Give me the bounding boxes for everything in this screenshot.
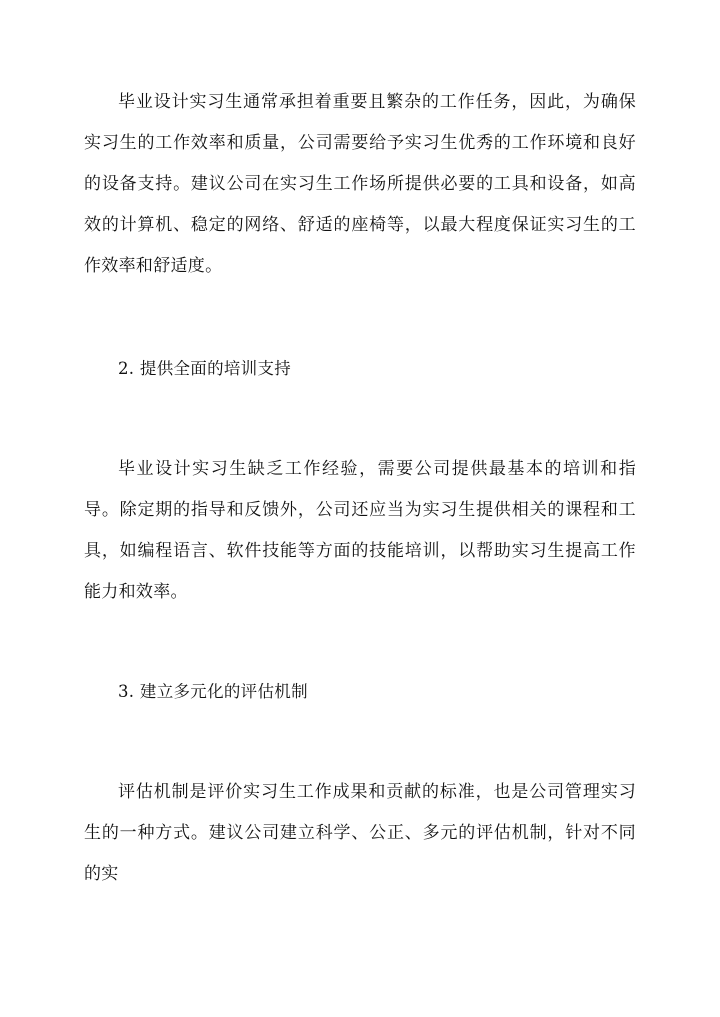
- heading-evaluation-mechanism: 3. 建立多元化的评估机制: [118, 682, 308, 701]
- paragraph-work-environment: 毕业设计实习生通常承担着重要且繁杂的工作任务，因此，为确保实习生的工作效率和质量，公司需要给予实习生优秀的工作环境和良好的设备支持。建议公司在实习生工作场所提供必要的工具和设备，如高效的计算机、稳定的网络、舒适的座椅等，以最大程度保证实习生的工作效率和舒适度。: [84, 92, 636, 276]
- paragraph-evaluation-mechanism: 评估机制是评价实习生工作成果和贡献的标准，也是公司管理实习生的一种方式。建议公司建立科学、公正、多元的评估机制，针对不同的实: [84, 782, 636, 884]
- paragraph-training-support: 毕业设计实习生缺乏工作经验，需要公司提供最基本的培训和指导。除定期的指导和反馈外，公司还应当为实习生提供相关的课程和工具，如编程语言、软件技能等方面的技能培训，以帮助实习生提高工作能力和效率。: [84, 459, 636, 602]
- heading-training-support: 2. 提供全面的培训支持: [118, 359, 292, 378]
